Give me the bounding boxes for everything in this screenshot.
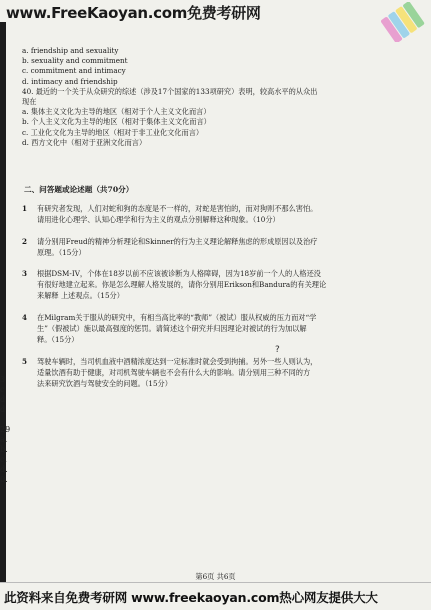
- mc-option: c. commitment and intimacy: [22, 66, 126, 76]
- question-text: 驾驶车辆时，当司机血液中酒精浓度达到一定标准时就会受到拘捕。另外一些人则认为，: [37, 357, 318, 366]
- q40-stem: 40. 最近的一个关于从众研究的综述（涉及17个国家的133项研究）表明，较高水平的从众出: [22, 86, 318, 96]
- mc-section: [22, 46, 402, 148]
- question-text: 请用进化心理学、认知心理学和行为主义的观点分别解释这种现象。（10分）: [37, 215, 280, 224]
- margin-fragments: 3 c d d 29 a. b. c. d. 0.: [0, 375, 11, 484]
- site-header: [0, 0, 431, 22]
- question-text: 根据DSM-IV，个体在18岁以前不应该被诊断为人格障碍，因为18岁前一个人的人格还没: [37, 269, 321, 278]
- q40-stem-cont: 现在: [22, 96, 37, 106]
- mc-option: d. intimacy and friendship: [22, 76, 118, 86]
- section-title: 二、问答题或论述题（共70分）: [24, 185, 134, 194]
- question-number: 4: [22, 313, 28, 322]
- q40-option: a. 集体主义文化为主导的地区（相对于个人主义文化而言）: [22, 107, 211, 117]
- question-text: 来解释 上述观点。（15分）: [37, 291, 124, 300]
- freekaoyan-logo-icon: [381, 2, 425, 42]
- q40-option: d. 西方文化中（相对于亚洲文化而言）: [22, 137, 147, 147]
- footer-banner-text: 此资料来自免费考研网 www.freekaoyan.com热心网友提供大大: [4, 590, 378, 605]
- mc-option: a. friendship and sexuality: [22, 46, 119, 55]
- page-number: 第6页 共6页: [195, 572, 236, 581]
- scan-edge-shadow: [0, 22, 6, 582]
- question-text: 生”（假被试）施以最高强度的惩罚。请简述这个研究并归因理论对被试的行为加以解: [37, 324, 307, 333]
- question-text: 法来研究饮酒与驾驶安全的问题。（15分）: [37, 379, 172, 388]
- question-text: 请分别用Freud的精神分析理论和Skinner的行为主义理论解释焦虑的形成原因以及治疗: [37, 237, 318, 246]
- question-number: 2: [22, 237, 28, 246]
- site-title: www.FreeKaoyan.com免费考研网: [6, 4, 261, 22]
- footer-banner: [0, 582, 431, 610]
- question-number: 3: [22, 269, 28, 278]
- question-text: 有很好地建立起来。你是怎么理解人格发展的，请你分别用Erikson和Bandura的有关理论: [37, 280, 327, 289]
- question-text: 适量饮酒有助于健康，对司机驾驶车辆也不会有什么大的影响。请分别用三种不同的方: [37, 368, 311, 377]
- q40-option: b. 个人主义文化为主导的地区（相对于集体主义文化而言）: [22, 117, 211, 127]
- mc-option: b. sexuality and commitment: [22, 56, 128, 66]
- question-number: 1: [22, 204, 28, 213]
- question-text: 原理。（15分）: [37, 248, 86, 257]
- question-text: 有研究者发现，人们对蛇和狗的态度是不一样的，对蛇是害怕的，而对狗则不那么害怕。: [37, 204, 318, 213]
- question-text: 释。（15分）: [37, 335, 79, 344]
- question-text: 在Milgram关于服从的研究中，有相当高比率的“教师”（被试）服从权威的压力而对“学: [37, 313, 317, 322]
- question-number: 5: [22, 357, 28, 366]
- q40-option: c. 工业化文化为主导的地区（相对于非工业化文化而言）: [22, 127, 204, 137]
- handwritten-mark: ?: [275, 345, 280, 355]
